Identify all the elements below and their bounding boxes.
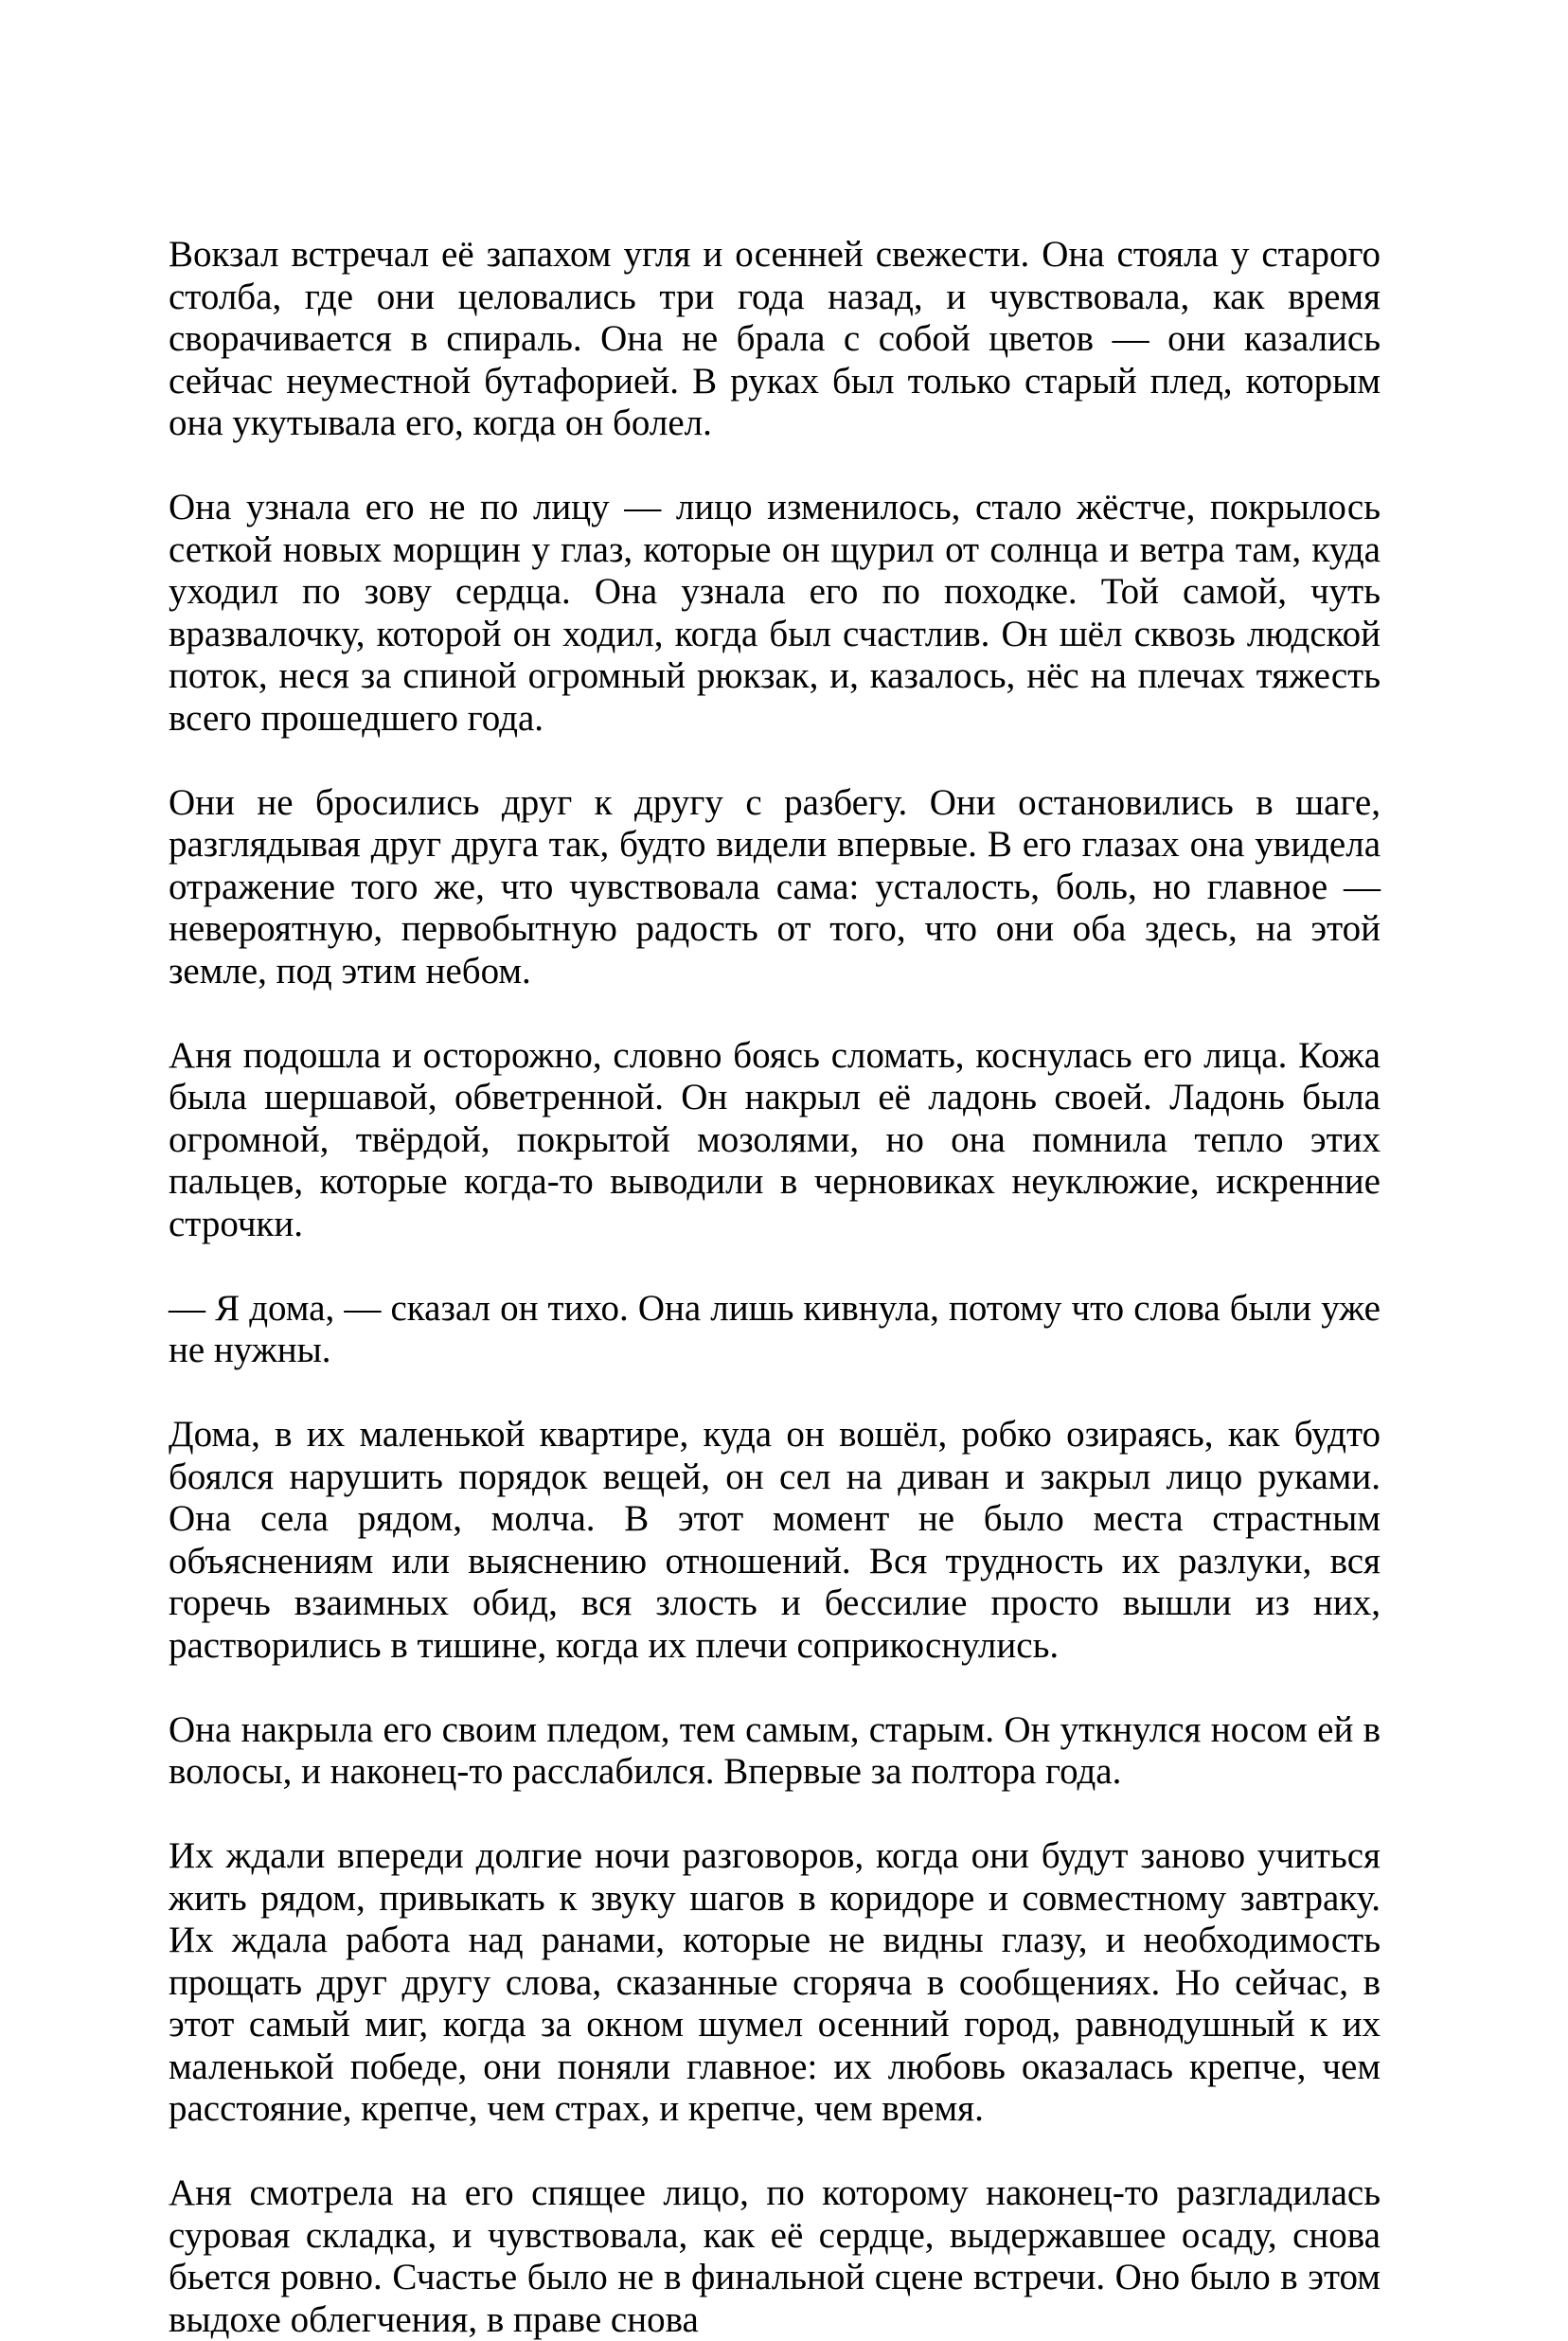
paragraph-4: Аня подошла и осторожно, словно боясь сломать, коснулась его лица. Кожа была шершавой, обветренной. Он накрыл её ладонь своей. Ладонь была огромной, твёрдой, покрытой мозолями, но она помнила тепло этих пальцев, которые когда-то выводили в черновиках неуклюжие, искренние строчки. xyxy=(169,1034,1381,1244)
paragraph-3: Они не бросились друг к другу с разбегу. Они остановились в шаге, разглядывая друг друга так, будто видели впервые. В его глазах она увидела отражение того же, что чувствовала сама: усталость, боль, но главное — невероятную, первобытную радость от того, что они оба здесь, на этой земле, под этим небом. xyxy=(169,781,1381,992)
paragraph-6: Дома, в их маленькой квартире, куда он вошёл, робко озираясь, как будто боялся нарушить порядок вещей, он сел на диван и закрыл лицо руками. Она села рядом, молча. В этот момент не было места страстным объяснениям или выяснению отношений. Вся трудность их разлуки, вся горечь взаимных обид, вся злость и бессилие просто вышли из них, растворились в тишине, когда их плечи соприкоснулись. xyxy=(169,1414,1381,1666)
paragraph-2: Она узнала его не по лицу — лицо изменилось, стало жёстче, покрылось сеткой новых морщин у глаз, которые он щурил от солнца и ветра там, куда уходил по зову сердца. Она узнала его по походке. Той самой, чуть вразвалочку, которой он ходил, когда был счастлив. Он шёл сквозь людской поток, неся за спиной огромный рюкзак, и, казалось, нёс на плечах тяжесть всего прошедшего года. xyxy=(169,487,1381,739)
paragraph-5: — Я дома, — сказал он тихо. Она лишь кивнула, потому что слова были уже не нужны. xyxy=(169,1287,1381,1370)
text-block xyxy=(169,234,1381,2341)
paragraph-8: Их ждали впереди долгие ночи разговоров, когда они будут заново учиться жить рядом, привыкать к звуку шагов в коридоре и совместному завтраку. Их ждала работа над ранами, которые не видны глазу, и необходимость прощать друг другу слова, сказанные сгоряча в сообщениях. Но сейчас, в этот самый миг, когда за окном шумел осенний город, равнодушный к их маленькой победе, они поняли главное: их любовь оказалась крепче, чем расстояние, крепче, чем страх, и крепче, чем время. xyxy=(169,1835,1381,2129)
paragraph-1: Вокзал встречал её запахом угля и осенней свежести. Она стояла у старого столба, где они целовались три года назад, и чувствовала, как время сворачивается в спираль. Она не брала с собой цветов — они казались сейчас неуместной бутафорией. В руках был только старый плед, которым она укутывала его, когда он болел. xyxy=(169,234,1381,443)
paragraph-7: Она накрыла его своим пледом, тем самым, старым. Он уткнулся носом ей в волосы, и наконец-то расслабился. Впервые за полтора года. xyxy=(169,1708,1381,1792)
paragraph-9: Аня смотрела на его спящее лицо, по которому наконец-то разгладилась суровая складка, и чувствовала, как её сердце, выдержавшее осаду, снова бьется ровно. Счастье было не в финальной сцене встречи. Оно было в этом выдохе облегчения, в праве снова xyxy=(169,2172,1381,2340)
